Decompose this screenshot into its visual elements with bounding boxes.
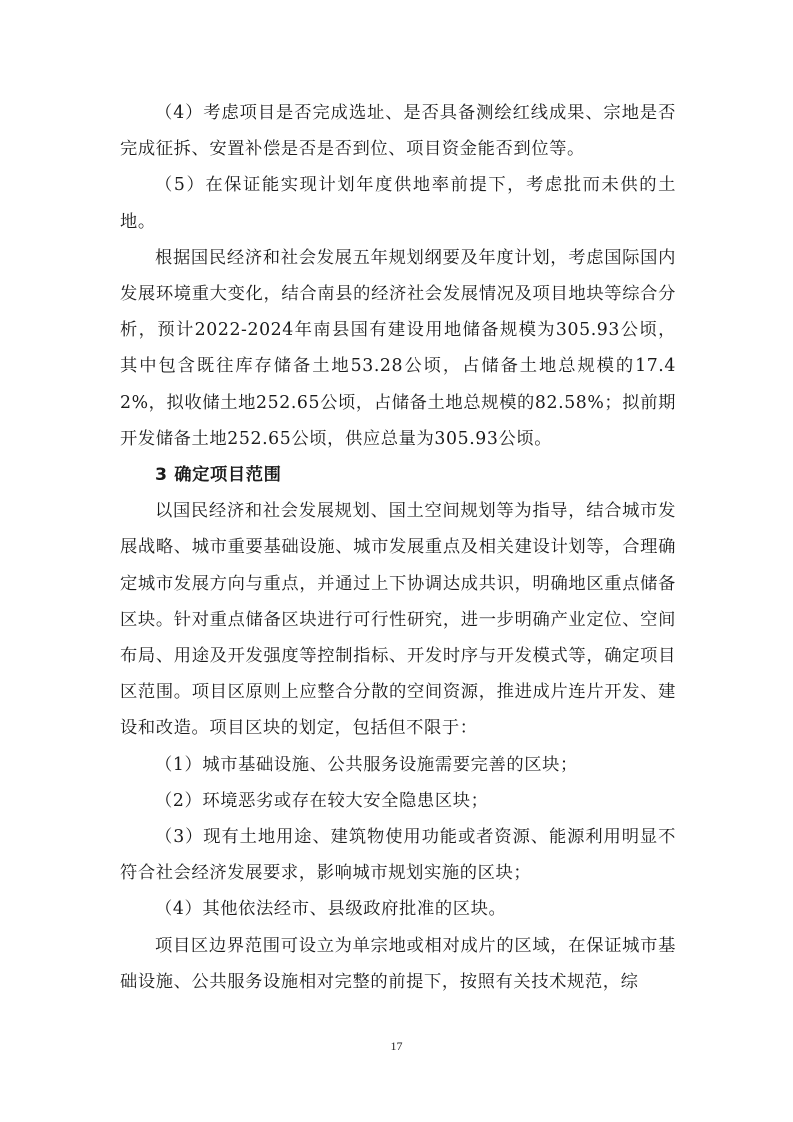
paragraph-boundary-scope: 项目区边界范围可设立为单宗地或相对成片的区域，在保证城市基础设施、公共服务设施相对完整的前提下，按照有关技术规范，综 [120, 935, 676, 992]
list-item-environment: （2）环境恶劣或存在较大安全隐患区块； [155, 790, 489, 811]
paragraph-item-5-supply-rate: （5）在保证能实现计划年度供地率前提下，考虑批而未供的土地。 [120, 175, 676, 232]
section-heading: 3 确定项目范围 [155, 465, 282, 486]
paragraph-project-scope: 以国民经济和社会发展规划、国土空间规划等为指导，结合城市发展战略、城市重要基础设施、城市发展重点及相关建设计划等，合理确定城市发展方向与重点，并通过上下协调达成共识，明确地区重点储备区块。针对重点储备区块进行可行性研究，进一步明确产业定位、空间布局、用途及开发强度等控制指标、开发时序与开发模式等，确定项目区范围。项目区原则上应整合分散的空间资源，推进成片连片开发、建设和改造。项目区块的划定，包括但不限于： [120, 501, 676, 739]
paragraph-item-4-site-selection: （4）考虑项目是否完成选址、是否具备测绘红线成果、宗地是否完成征拆、安置补偿是否是否到位、项目资金能否到位等。 [120, 103, 676, 160]
body-text [120, 95, 676, 1000]
list-item-infrastructure: （1）城市基础设施、公共服务设施需要完善的区块； [155, 754, 578, 775]
list-item-land-use: （3）现有土地用途、建筑物使用功能或者资源、能源利用明显不符合社会经济发展要求，影响城市规划实施的区块； [120, 827, 676, 884]
page-number: 17 [390, 1039, 403, 1053]
paragraph-reserve-scale: 根据国民经济和社会发展五年规划纲要及年度计划，考虑国际国内发展环境重大变化，结合南县的经济社会发展情况及项目地块等综合分析，预计2022-2024年南县国有建设用地储备规模为305.93公顷，其中包含既往库存储备土地53.28公顷，占储备土地总规模的17.42%，拟收储土地252.65公顷，占储备土地总规模的82.58%；拟前期开发储备土地252.65公顷，供应总量为305.93公顷。 [120, 247, 676, 449]
list-item-other-approved: （4）其他依法经市、县级政府批准的区块。 [155, 899, 507, 920]
